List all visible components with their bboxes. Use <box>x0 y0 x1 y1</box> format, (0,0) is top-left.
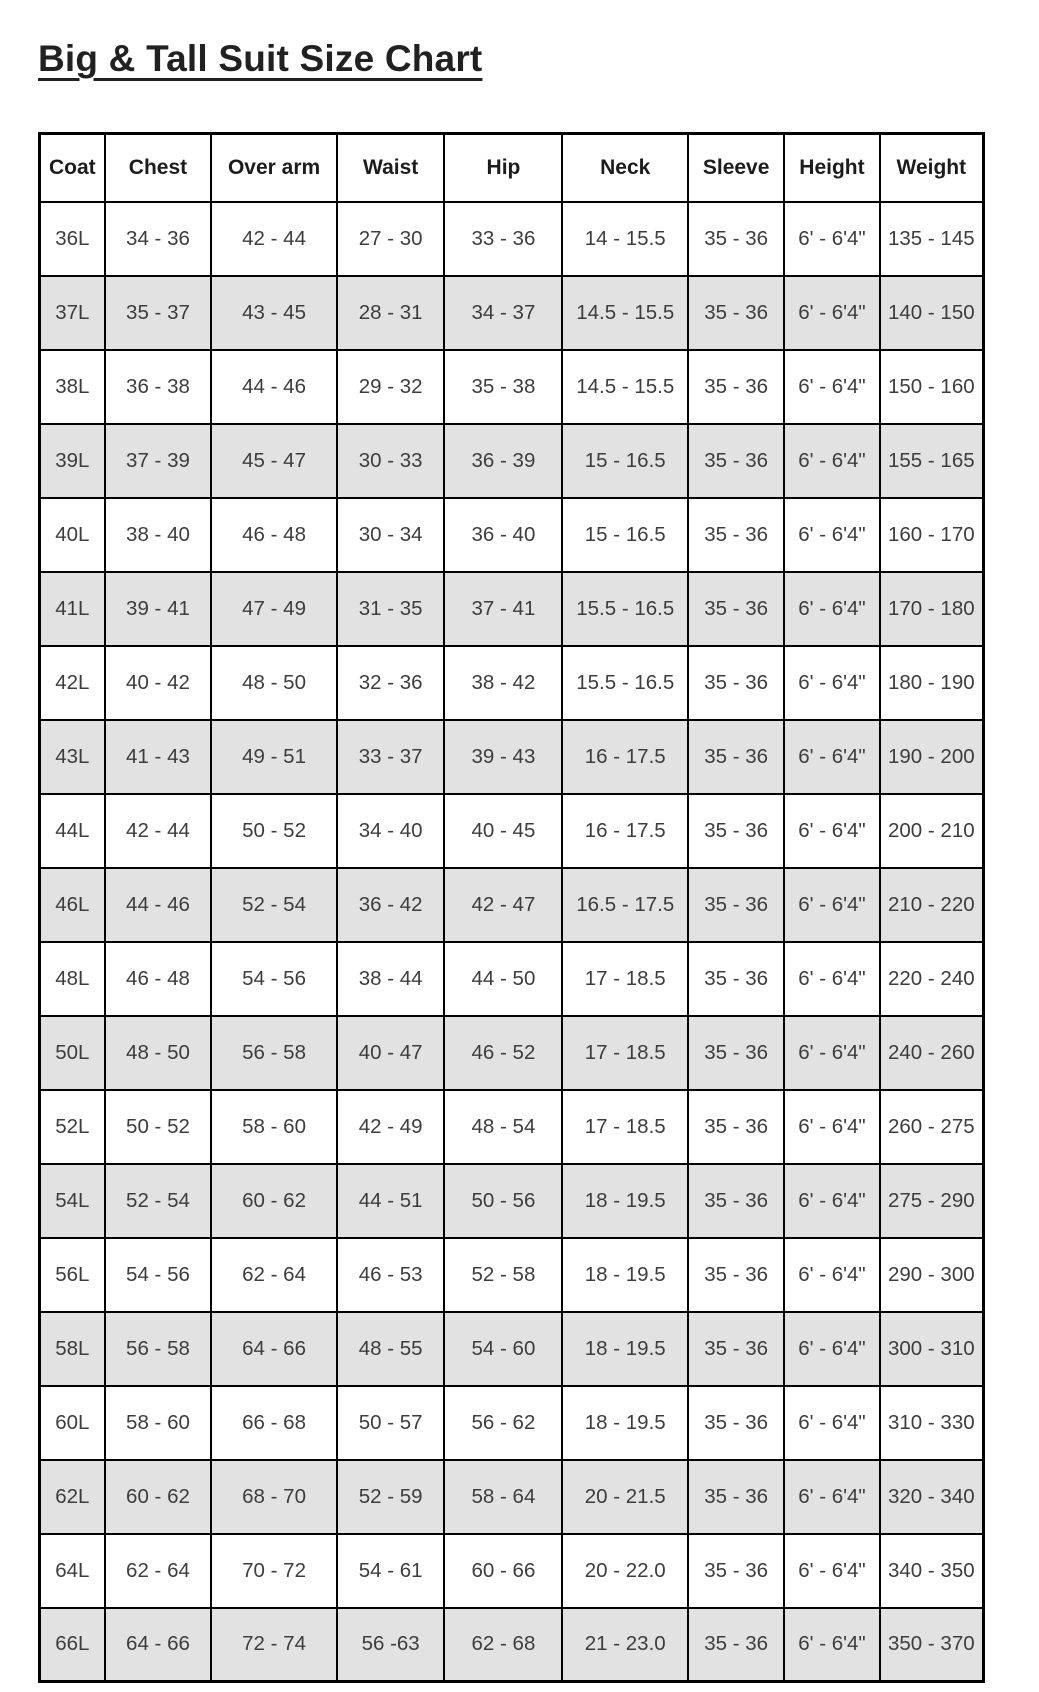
table-cell: 54 - 56 <box>105 1238 212 1312</box>
table-cell: 6' - 6'4" <box>784 942 879 1016</box>
table-cell: 58 - 60 <box>105 1386 212 1460</box>
table-cell: 310 - 330 <box>880 1386 984 1460</box>
table-body <box>40 202 984 1682</box>
table-cell: 18 - 19.5 <box>562 1386 688 1460</box>
table-row <box>40 1238 984 1312</box>
coat-size-cell: 48L <box>40 942 105 1016</box>
table-cell: 64 - 66 <box>105 1608 212 1682</box>
table-cell: 35 - 36 <box>688 350 784 424</box>
table-cell: 6' - 6'4" <box>784 1460 879 1534</box>
table-cell: 36 - 39 <box>444 424 562 498</box>
table-cell: 6' - 6'4" <box>784 1238 879 1312</box>
table-cell: 40 - 45 <box>444 794 562 868</box>
table-cell: 44 - 46 <box>105 868 212 942</box>
table-row <box>40 794 984 868</box>
table-cell: 37 - 41 <box>444 572 562 646</box>
table-cell: 140 - 150 <box>880 276 984 350</box>
coat-size-cell: 64L <box>40 1534 105 1608</box>
table-cell: 54 - 61 <box>337 1534 445 1608</box>
table-cell: 35 - 36 <box>688 646 784 720</box>
table-cell: 340 - 350 <box>880 1534 984 1608</box>
table-cell: 37 - 39 <box>105 424 212 498</box>
table-cell: 20 - 22.0 <box>562 1534 688 1608</box>
table-cell: 52 - 54 <box>211 868 337 942</box>
coat-size-cell: 39L <box>40 424 105 498</box>
table-cell: 42 - 44 <box>211 202 337 276</box>
coat-size-cell: 52L <box>40 1090 105 1164</box>
table-cell: 44 - 50 <box>444 942 562 1016</box>
table-row <box>40 1534 984 1608</box>
table-row <box>40 646 984 720</box>
table-cell: 6' - 6'4" <box>784 1386 879 1460</box>
table-cell: 39 - 43 <box>444 720 562 794</box>
table-cell: 35 - 36 <box>688 424 784 498</box>
table-header-row <box>40 134 984 202</box>
coat-size-cell: 66L <box>40 1608 105 1682</box>
table-cell: 300 - 310 <box>880 1312 984 1386</box>
table-cell: 50 - 57 <box>337 1386 445 1460</box>
table-cell: 16.5 - 17.5 <box>562 868 688 942</box>
table-cell: 21 - 23.0 <box>562 1608 688 1682</box>
table-cell: 34 - 37 <box>444 276 562 350</box>
table-cell: 30 - 33 <box>337 424 445 498</box>
table-row <box>40 1312 984 1386</box>
table-cell: 35 - 36 <box>688 1534 784 1608</box>
column-header-hip: Hip <box>444 134 562 202</box>
table-cell: 15 - 16.5 <box>562 424 688 498</box>
table-cell: 15.5 - 16.5 <box>562 646 688 720</box>
table-cell: 48 - 50 <box>211 646 337 720</box>
table-cell: 350 - 370 <box>880 1608 984 1682</box>
table-cell: 35 - 36 <box>688 868 784 942</box>
table-cell: 290 - 300 <box>880 1238 984 1312</box>
table-cell: 6' - 6'4" <box>784 868 879 942</box>
column-header-over-arm: Over arm <box>211 134 337 202</box>
table-cell: 43 - 45 <box>211 276 337 350</box>
table-cell: 50 - 56 <box>444 1164 562 1238</box>
table-cell: 50 - 52 <box>105 1090 212 1164</box>
table-cell: 14 - 15.5 <box>562 202 688 276</box>
column-header-waist: Waist <box>337 134 445 202</box>
table-cell: 6' - 6'4" <box>784 350 879 424</box>
table-cell: 135 - 145 <box>880 202 984 276</box>
table-cell: 6' - 6'4" <box>784 276 879 350</box>
table-cell: 42 - 47 <box>444 868 562 942</box>
table-cell: 72 - 74 <box>211 1608 337 1682</box>
coat-size-cell: 40L <box>40 498 105 572</box>
table-cell: 35 - 36 <box>688 1164 784 1238</box>
table-cell: 6' - 6'4" <box>784 202 879 276</box>
table-cell: 32 - 36 <box>337 646 445 720</box>
coat-size-cell: 38L <box>40 350 105 424</box>
table-cell: 35 - 36 <box>688 1460 784 1534</box>
table-cell: 15.5 - 16.5 <box>562 572 688 646</box>
table-cell: 39 - 41 <box>105 572 212 646</box>
table-cell: 42 - 49 <box>337 1090 445 1164</box>
table-cell: 62 - 68 <box>444 1608 562 1682</box>
table-cell: 46 - 48 <box>105 942 212 1016</box>
table-cell: 40 - 42 <box>105 646 212 720</box>
table-cell: 18 - 19.5 <box>562 1238 688 1312</box>
table-cell: 70 - 72 <box>211 1534 337 1608</box>
table-row <box>40 350 984 424</box>
table-cell: 47 - 49 <box>211 572 337 646</box>
table-cell: 56 - 62 <box>444 1386 562 1460</box>
table-cell: 50 - 52 <box>211 794 337 868</box>
table-cell: 6' - 6'4" <box>784 1016 879 1090</box>
page-title: Big & Tall Suit Size Chart <box>38 38 483 79</box>
table-row <box>40 1386 984 1460</box>
table-cell: 56 - 58 <box>211 1016 337 1090</box>
table-cell: 17 - 18.5 <box>562 1090 688 1164</box>
table-cell: 35 - 36 <box>688 498 784 572</box>
table-row <box>40 276 984 350</box>
table-cell: 30 - 34 <box>337 498 445 572</box>
coat-size-cell: 36L <box>40 202 105 276</box>
table-cell: 160 - 170 <box>880 498 984 572</box>
table-cell: 38 - 42 <box>444 646 562 720</box>
column-header-weight: Weight <box>880 134 984 202</box>
table-cell: 6' - 6'4" <box>784 1534 879 1608</box>
table-cell: 35 - 36 <box>688 1238 784 1312</box>
table-cell: 36 - 40 <box>444 498 562 572</box>
table-cell: 35 - 36 <box>688 202 784 276</box>
table-cell: 44 - 51 <box>337 1164 445 1238</box>
table-cell: 155 - 165 <box>880 424 984 498</box>
table-cell: 6' - 6'4" <box>784 646 879 720</box>
table-cell: 17 - 18.5 <box>562 1016 688 1090</box>
table-cell: 48 - 55 <box>337 1312 445 1386</box>
table-cell: 33 - 37 <box>337 720 445 794</box>
column-header-neck: Neck <box>562 134 688 202</box>
table-cell: 49 - 51 <box>211 720 337 794</box>
table-cell: 48 - 54 <box>444 1090 562 1164</box>
column-header-coat: Coat <box>40 134 105 202</box>
coat-size-cell: 60L <box>40 1386 105 1460</box>
table-cell: 6' - 6'4" <box>784 424 879 498</box>
table-cell: 320 - 340 <box>880 1460 984 1534</box>
table-cell: 220 - 240 <box>880 942 984 1016</box>
table-cell: 58 - 64 <box>444 1460 562 1534</box>
table-cell: 35 - 38 <box>444 350 562 424</box>
table-cell: 6' - 6'4" <box>784 1608 879 1682</box>
table-row <box>40 424 984 498</box>
table-cell: 48 - 50 <box>105 1016 212 1090</box>
table-cell: 38 - 44 <box>337 942 445 1016</box>
table-cell: 56 -63 <box>337 1608 445 1682</box>
table-cell: 28 - 31 <box>337 276 445 350</box>
table-row <box>40 202 984 276</box>
table-cell: 35 - 37 <box>105 276 212 350</box>
table-cell: 45 - 47 <box>211 424 337 498</box>
table-cell: 27 - 30 <box>337 202 445 276</box>
table-row <box>40 498 984 572</box>
table-cell: 14.5 - 15.5 <box>562 276 688 350</box>
table-cell: 6' - 6'4" <box>784 572 879 646</box>
coat-size-cell: 41L <box>40 572 105 646</box>
table-cell: 64 - 66 <box>211 1312 337 1386</box>
table-cell: 210 - 220 <box>880 868 984 942</box>
table-cell: 35 - 36 <box>688 720 784 794</box>
table-row <box>40 942 984 1016</box>
table-cell: 66 - 68 <box>211 1386 337 1460</box>
table-row <box>40 1164 984 1238</box>
table-cell: 170 - 180 <box>880 572 984 646</box>
table-cell: 35 - 36 <box>688 1090 784 1164</box>
table-cell: 260 - 275 <box>880 1090 984 1164</box>
table-cell: 62 - 64 <box>105 1534 212 1608</box>
table-cell: 35 - 36 <box>688 276 784 350</box>
table-cell: 35 - 36 <box>688 572 784 646</box>
table-row <box>40 868 984 942</box>
table-cell: 46 - 53 <box>337 1238 445 1312</box>
table-cell: 52 - 58 <box>444 1238 562 1312</box>
coat-size-cell: 37L <box>40 276 105 350</box>
table-cell: 35 - 36 <box>688 1312 784 1386</box>
coat-size-cell: 44L <box>40 794 105 868</box>
table-cell: 44 - 46 <box>211 350 337 424</box>
table-cell: 52 - 59 <box>337 1460 445 1534</box>
table-cell: 17 - 18.5 <box>562 942 688 1016</box>
table-cell: 31 - 35 <box>337 572 445 646</box>
table-cell: 275 - 290 <box>880 1164 984 1238</box>
table-cell: 60 - 66 <box>444 1534 562 1608</box>
table-cell: 16 - 17.5 <box>562 794 688 868</box>
coat-size-cell: 56L <box>40 1238 105 1312</box>
table-cell: 18 - 19.5 <box>562 1312 688 1386</box>
coat-size-cell: 43L <box>40 720 105 794</box>
table-cell: 46 - 52 <box>444 1016 562 1090</box>
table-row <box>40 1460 984 1534</box>
suit-size-chart-table <box>38 132 985 1683</box>
table-row <box>40 1090 984 1164</box>
column-header-sleeve: Sleeve <box>688 134 784 202</box>
table-cell: 38 - 40 <box>105 498 212 572</box>
table-cell: 58 - 60 <box>211 1090 337 1164</box>
table-cell: 35 - 36 <box>688 1608 784 1682</box>
table-cell: 52 - 54 <box>105 1164 212 1238</box>
table-cell: 6' - 6'4" <box>784 498 879 572</box>
table-cell: 180 - 190 <box>880 646 984 720</box>
table-cell: 6' - 6'4" <box>784 720 879 794</box>
table-cell: 18 - 19.5 <box>562 1164 688 1238</box>
table-cell: 14.5 - 15.5 <box>562 350 688 424</box>
table-cell: 60 - 62 <box>105 1460 212 1534</box>
table-cell: 16 - 17.5 <box>562 720 688 794</box>
table-cell: 35 - 36 <box>688 1016 784 1090</box>
column-header-height: Height <box>784 134 879 202</box>
table-row <box>40 572 984 646</box>
table-cell: 46 - 48 <box>211 498 337 572</box>
table-cell: 62 - 64 <box>211 1238 337 1312</box>
column-header-chest: Chest <box>105 134 212 202</box>
table-cell: 200 - 210 <box>880 794 984 868</box>
table-cell: 36 - 38 <box>105 350 212 424</box>
table-cell: 56 - 58 <box>105 1312 212 1386</box>
coat-size-cell: 42L <box>40 646 105 720</box>
table-cell: 34 - 40 <box>337 794 445 868</box>
table-row <box>40 1016 984 1090</box>
table-cell: 42 - 44 <box>105 794 212 868</box>
table-cell: 190 - 200 <box>880 720 984 794</box>
table-cell: 240 - 260 <box>880 1016 984 1090</box>
table-row <box>40 1608 984 1682</box>
table-cell: 40 - 47 <box>337 1016 445 1090</box>
table-cell: 20 - 21.5 <box>562 1460 688 1534</box>
table-cell: 60 - 62 <box>211 1164 337 1238</box>
table-cell: 35 - 36 <box>688 794 784 868</box>
table-row <box>40 720 984 794</box>
table-cell: 34 - 36 <box>105 202 212 276</box>
coat-size-cell: 50L <box>40 1016 105 1090</box>
table-cell: 15 - 16.5 <box>562 498 688 572</box>
table-cell: 35 - 36 <box>688 942 784 1016</box>
table-cell: 33 - 36 <box>444 202 562 276</box>
table-cell: 54 - 56 <box>211 942 337 1016</box>
table-cell: 41 - 43 <box>105 720 212 794</box>
coat-size-cell: 62L <box>40 1460 105 1534</box>
table-cell: 35 - 36 <box>688 1386 784 1460</box>
table-cell: 29 - 32 <box>337 350 445 424</box>
table-cell: 6' - 6'4" <box>784 1090 879 1164</box>
coat-size-cell: 54L <box>40 1164 105 1238</box>
table-cell: 150 - 160 <box>880 350 984 424</box>
table-cell: 68 - 70 <box>211 1460 337 1534</box>
table-cell: 6' - 6'4" <box>784 1164 879 1238</box>
coat-size-cell: 58L <box>40 1312 105 1386</box>
table-cell: 54 - 60 <box>444 1312 562 1386</box>
table-cell: 36 - 42 <box>337 868 445 942</box>
table-cell: 6' - 6'4" <box>784 1312 879 1386</box>
coat-size-cell: 46L <box>40 868 105 942</box>
table-cell: 6' - 6'4" <box>784 794 879 868</box>
